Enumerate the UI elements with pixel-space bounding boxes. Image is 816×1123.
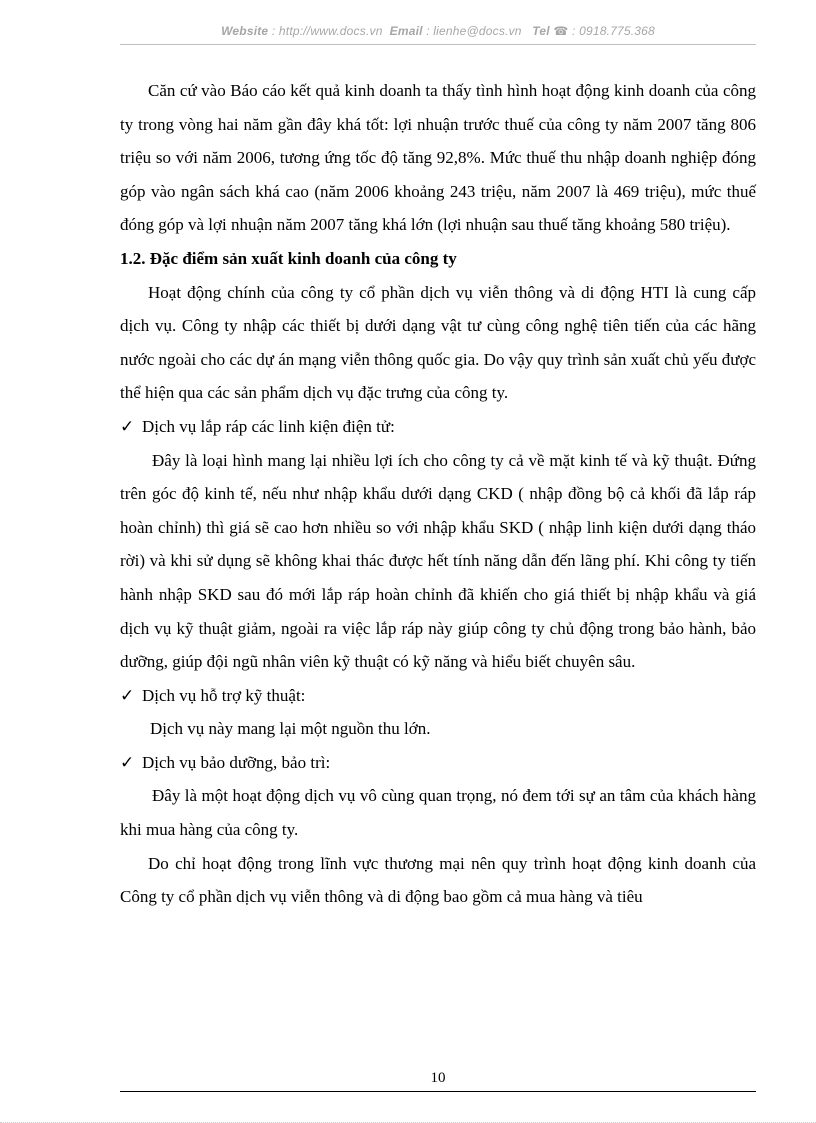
bullet-text: Dịch vụ hỗ trợ kỹ thuật:: [142, 685, 306, 705]
website-sep: :: [268, 24, 279, 38]
paragraph-assembly: Đây là loại hình mang lại nhiều lợi ích cho công ty cả về mặt kinh tế và kỹ thuật. Đứng trên góc độ kinh tế, nếu như nhập khẩu dưới dạng CKD ( nhập đồng bộ cả khối đã lắp ráp hoàn chỉnh) thì giá sẽ cao hơn nhiều so với nhập khẩu SKD ( nhập linh kiện dưới dạng tháo rời) và khi sử dụng sẽ không khai thác được hết tính năng dẫn đến lãng phí. Khi công ty tiến hành nhập SKD sau đó mới lắp ráp hoàn chỉnh đã khiến cho giá thiết bị nhập khẩu và giá dịch vụ kỹ thuật giảm, ngoài ra việc lắp ráp này giúp công ty chủ động trong bảo hành, bảo dưỡng, giúp đội ngũ nhân viên kỹ thuật có kỹ năng và hiểu biết chuyên sâu.: [120, 450, 756, 672]
footer-divider: [120, 1091, 756, 1092]
paragraph-trade-process: Do chỉ hoạt động trong lĩnh vực thương mại nên quy trình hoạt động kinh doanh của Công ty cổ phần dịch vụ viễn thông và di động bao gồm cả mua hàng và tiêu: [120, 853, 756, 907]
website-label: Website: [221, 24, 269, 38]
bullet-item-maintenance: [120, 746, 756, 780]
check-icon: ✓: [120, 685, 135, 705]
website-url: http://www.docs.vn: [278, 24, 383, 38]
paragraph-business-results: Căn cứ vào Báo cáo kết quả kinh doanh ta thấy tình hình hoạt động kinh doanh của công ty trong vòng hai năm gần đây khá tốt: lợi nhuận trước thuế của công ty năm 2007 tăng 806 triệu so với năm 2006, tương ứng tốc độ tăng 92,8%. Mức thuế thu nhập doanh nghiệp đóng góp vào ngân sách khá cao (năm 2006 khoảng 243 triệu, năm 2007 là 469 triệu), mức thuế đóng góp và lợi nhuận năm 2007 tăng khá lớn (lợi nhuận sau thuế tăng khoảng 580 triệu).: [120, 81, 756, 235]
page-header: [120, 24, 756, 38]
header-divider: [120, 44, 756, 45]
tel-number: : 0918.775.368: [568, 24, 655, 38]
section-heading: 1.2. Đặc điểm sản xuất kinh doanh của công ty: [120, 248, 457, 268]
bullet-text: Dịch vụ bảo dưỡng, bảo trì:: [142, 752, 331, 772]
phone-icon: ☎: [553, 24, 569, 38]
document-body: [120, 74, 756, 914]
email-label: Email: [389, 24, 423, 38]
paragraph-maintenance: Đây là một hoạt động dịch vụ vô cùng quan trọng, nó đem tới sự an tâm của khách hàng khi mua hàng của công ty.: [120, 786, 756, 840]
bullet-item-tech-support: [120, 679, 756, 713]
bullet-item-assembly: [120, 410, 756, 444]
email-sep: :: [422, 24, 434, 38]
paragraph-tech-support: Dịch vụ này mang lại một nguồn thu lớn.: [150, 719, 431, 739]
email-address: lienhe@docs.vn: [433, 24, 522, 38]
tel-label: Tel: [532, 24, 550, 38]
bullet-text: Dịch vụ lắp ráp các linh kiện điện tử:: [142, 416, 395, 436]
check-icon: ✓: [120, 416, 135, 436]
check-icon: ✓: [120, 752, 135, 772]
paragraph-main-activity: Hoạt động chính của công ty cổ phần dịch vụ viễn thông và di động HTI là cung cấp dịch vụ. Công ty nhập các thiết bị dưới dạng vật tư cùng công nghệ tiên tiến của các hãng nước ngoài cho các dự án mạng viễn thông quốc gia. Do vậy quy trình sản xuất chủ yếu được thể hiện qua các sản phẩm dịch vụ đặc trưng của công ty.: [120, 282, 756, 403]
page-number: 10: [430, 1070, 446, 1086]
